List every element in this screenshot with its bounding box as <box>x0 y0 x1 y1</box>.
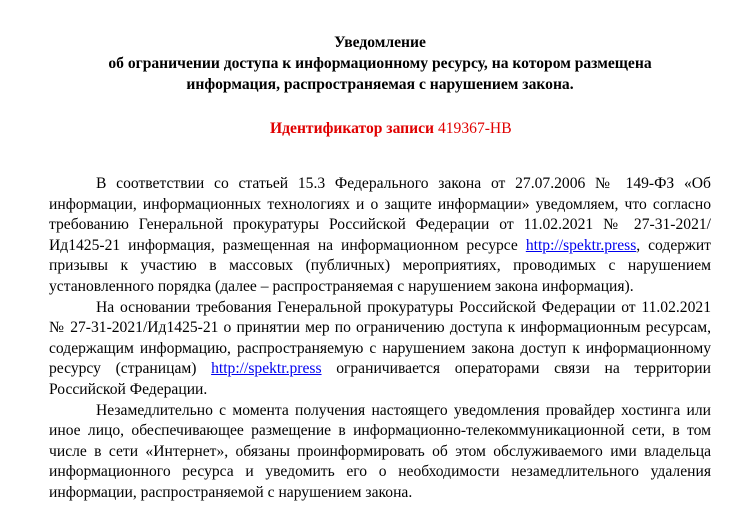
record-identifier-value: 419367-НВ <box>437 120 512 137</box>
record-identifier-label: Идентификатор записи <box>270 120 435 137</box>
paragraph-2-text-end: ограничивается операторами связи на территории Российской Федерации. <box>49 360 711 398</box>
title-line-2: об ограничении доступа к информационному ресурсу, на котором размещена <box>108 55 652 72</box>
notice-document <box>49 32 711 504</box>
paragraph-1-text-start: В соответствии со статьей 15.3 Федерального закона от 27.07.2006 № 149-ФЗ «Об информации, информационных технологиях и о защите информации» уведомляем, что согласно требованию Генеральной прокуратуры Российской Федерации от 11.02.2021 № 27-31-2021/Ид1425-21 информация, размещенная на информационном ресурсе <box>49 175 711 254</box>
paragraph-3: Незамедлительно с момента получения настоящего уведомления провайдер хостинга или иное лицо, обеспечивающее размещение в информационно-телекоммуникационной сети, в том числе в сети «Интернет», обязаны проинформировать об этом обслуживаемого ими владельца информационного ресурса и уведомить его о необходимости незамедлительного удаления информации, распространяемой с нарушением закона. <box>49 401 711 501</box>
title-line-3: информация, распространяемая с нарушением закона. <box>186 76 574 93</box>
paragraph-1 <box>49 174 711 298</box>
title-line-1: Уведомление <box>334 34 426 51</box>
paragraph-2-text-start: На основании требования Генеральной прокуратуры Российской Федерации от 11.02.2021 № 27-31-2021/Ид1425-21 о принятии мер по ограничению доступа к информационным ресурсам, содержащим информацию, распространяемую с нарушением закона доступ к информационному ресурсу (страницам) <box>49 298 711 378</box>
notice-title <box>49 32 711 95</box>
resource-link[interactable]: http://spektr.press <box>525 236 637 254</box>
resource-link[interactable]: http://spektr.press <box>211 360 322 378</box>
paragraph-1-text-end: , содержит призывы к участию в массовых (публичных) мероприятиях, проводимых с нарушением установленного порядка (далее – распространяемая с нарушением закона информация). <box>49 236 711 295</box>
record-identifier <box>49 118 711 139</box>
paragraph-2 <box>49 298 711 401</box>
notice-body <box>49 174 711 504</box>
